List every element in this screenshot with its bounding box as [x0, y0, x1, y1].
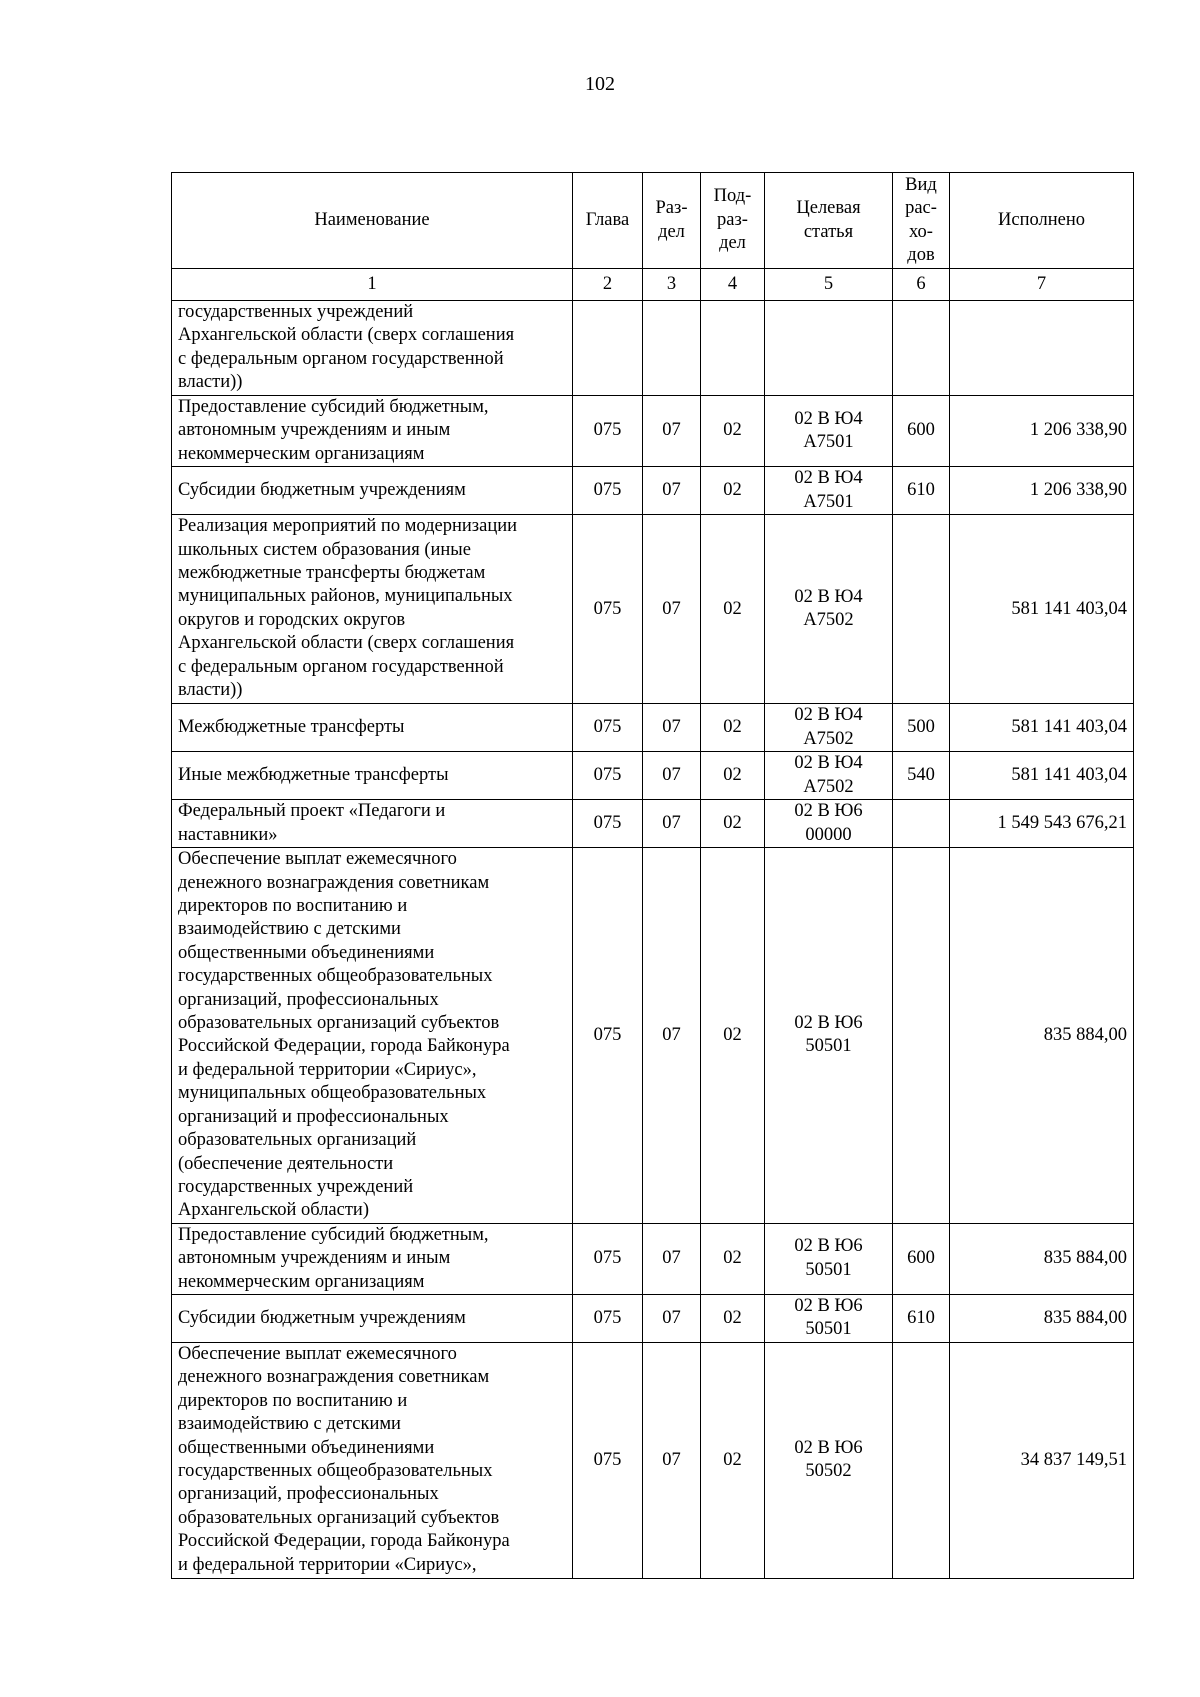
row-name: Предоставление субсидий бюджетным, автономным учреждениям и иным некоммерческим организациям [172, 1223, 573, 1294]
row-podrazdel: 02 [701, 515, 765, 704]
row-vid-rashodov: 500 [893, 704, 950, 752]
column-number-row [172, 269, 1134, 301]
column-number: 7 [950, 269, 1134, 301]
row-vid-rashodov: 600 [893, 1223, 950, 1294]
row-glava: 075 [573, 1223, 643, 1294]
header-tselevaya-statya: Целевая статья [765, 173, 893, 269]
row-amount: 835 884,00 [950, 1294, 1134, 1342]
table-row [172, 1294, 1134, 1342]
row-razdel: 07 [643, 515, 701, 704]
row-vid-rashodov [893, 800, 950, 848]
column-number: 4 [701, 269, 765, 301]
row-tselevaya-statya: 02 В Ю4 А7501 [765, 467, 893, 515]
table-body [172, 301, 1134, 1579]
table-row [172, 752, 1134, 800]
row-podrazdel: 02 [701, 752, 765, 800]
row-amount: 581 141 403,04 [950, 515, 1134, 704]
row-tselevaya-statya: 02 В Ю6 50501 [765, 1294, 893, 1342]
row-amount: 34 837 149,51 [950, 1342, 1134, 1578]
row-razdel: 07 [643, 704, 701, 752]
row-name: Иные межбюджетные трансферты [172, 752, 573, 800]
row-razdel: 07 [643, 467, 701, 515]
table-row [172, 1223, 1134, 1294]
row-name: Федеральный проект «Педагоги и наставники» [172, 800, 573, 848]
row-glava: 075 [573, 848, 643, 1224]
table-header [172, 173, 1134, 301]
row-vid-rashodov: 610 [893, 467, 950, 515]
row-tselevaya-statya: 02 В Ю4 А7501 [765, 396, 893, 467]
row-name: Субсидии бюджетным учреждениям [172, 1294, 573, 1342]
row-razdel: 07 [643, 848, 701, 1224]
page-number: 102 [585, 73, 615, 95]
row-tselevaya-statya: 02 В Ю6 50501 [765, 848, 893, 1224]
header-ispolneno: Исполнено [950, 173, 1134, 269]
row-vid-rashodov [893, 301, 950, 396]
row-tselevaya-statya: 02 В Ю6 50501 [765, 1223, 893, 1294]
row-vid-rashodov: 600 [893, 396, 950, 467]
row-podrazdel: 02 [701, 396, 765, 467]
row-tselevaya-statya: 02 В Ю4 А7502 [765, 752, 893, 800]
row-amount: 835 884,00 [950, 848, 1134, 1224]
row-glava: 075 [573, 515, 643, 704]
header-podrazdel: Под- раз- дел [701, 173, 765, 269]
column-number: 2 [573, 269, 643, 301]
row-vid-rashodov: 540 [893, 752, 950, 800]
row-name: Обеспечение выплат ежемесячного денежного вознаграждения советникам директоров по воспитанию и взаимодействию с детскими общественными объединениями государственных общеобразовательных организаций, профессиональных образовательных организаций субъектов Российской Федерации, города Байконура и федеральной территории «Сириус», [172, 1342, 573, 1578]
row-amount: 581 141 403,04 [950, 704, 1134, 752]
row-glava: 075 [573, 704, 643, 752]
column-number: 6 [893, 269, 950, 301]
row-name: Обеспечение выплат ежемесячного денежного вознаграждения советникам директоров по воспитанию и взаимодействию с детскими общественными объединениями государственных общеобразовательных организаций, профессиональных образовательных организаций субъектов Российской Федерации, города Байконура и федеральной территории «Сириус», муниципальных общеобразовательных организаций и профессиональных образовательных организаций (обеспечение деятельности государственных учреждений Архангельской области) [172, 848, 573, 1224]
row-podrazdel [701, 301, 765, 396]
table-row [172, 704, 1134, 752]
table-row [172, 515, 1134, 704]
row-podrazdel: 02 [701, 467, 765, 515]
column-number: 5 [765, 269, 893, 301]
row-amount: 1 206 338,90 [950, 396, 1134, 467]
row-tselevaya-statya: 02 В Ю6 00000 [765, 800, 893, 848]
column-number: 3 [643, 269, 701, 301]
budget-table [171, 172, 1134, 1579]
header-name: Наименование [172, 173, 573, 269]
row-glava: 075 [573, 396, 643, 467]
row-glava [573, 301, 643, 396]
row-vid-rashodov [893, 1342, 950, 1578]
header-row [172, 173, 1134, 269]
row-glava: 075 [573, 1294, 643, 1342]
row-podrazdel: 02 [701, 1223, 765, 1294]
table-row [172, 800, 1134, 848]
column-number: 1 [172, 269, 573, 301]
table-row [172, 301, 1134, 396]
header-glava: Глава [573, 173, 643, 269]
row-glava: 075 [573, 1342, 643, 1578]
table-row [172, 1342, 1134, 1578]
row-razdel: 07 [643, 1223, 701, 1294]
row-podrazdel: 02 [701, 800, 765, 848]
row-amount: 835 884,00 [950, 1223, 1134, 1294]
header-razdel: Раз- дел [643, 173, 701, 269]
row-razdel: 07 [643, 1294, 701, 1342]
row-name: Реализация мероприятий по модернизации школьных систем образования (иные межбюджетные трансферты бюджетам муниципальных районов, муниципальных округов и городских округов Архангельской области (сверх соглашения с федеральным органом государственной власти)) [172, 515, 573, 704]
row-glava: 075 [573, 800, 643, 848]
row-name: Предоставление субсидий бюджетным, автономным учреждениям и иным некоммерческим организациям [172, 396, 573, 467]
table-row [172, 848, 1134, 1224]
row-tselevaya-statya [765, 301, 893, 396]
row-razdel: 07 [643, 752, 701, 800]
row-vid-rashodov [893, 515, 950, 704]
row-glava: 075 [573, 467, 643, 515]
row-name: государственных учреждений Архангельской области (сверх соглашения с федеральным органом государственной власти)) [172, 301, 573, 396]
row-name: Субсидии бюджетным учреждениям [172, 467, 573, 515]
row-razdel [643, 301, 701, 396]
row-tselevaya-statya: 02 В Ю4 А7502 [765, 515, 893, 704]
row-podrazdel: 02 [701, 1342, 765, 1578]
row-amount [950, 301, 1134, 396]
header-vid-rashodov: Вид рас- хо- дов [893, 173, 950, 269]
row-glava: 075 [573, 752, 643, 800]
row-tselevaya-statya: 02 В Ю4 А7502 [765, 704, 893, 752]
row-razdel: 07 [643, 396, 701, 467]
row-amount: 581 141 403,04 [950, 752, 1134, 800]
row-podrazdel: 02 [701, 848, 765, 1224]
row-amount: 1 549 543 676,21 [950, 800, 1134, 848]
table-row [172, 467, 1134, 515]
row-vid-rashodov [893, 848, 950, 1224]
row-podrazdel: 02 [701, 704, 765, 752]
table-row [172, 396, 1134, 467]
row-podrazdel: 02 [701, 1294, 765, 1342]
row-vid-rashodov: 610 [893, 1294, 950, 1342]
row-name: Межбюджетные трансферты [172, 704, 573, 752]
row-razdel: 07 [643, 1342, 701, 1578]
row-tselevaya-statya: 02 В Ю6 50502 [765, 1342, 893, 1578]
row-razdel: 07 [643, 800, 701, 848]
row-amount: 1 206 338,90 [950, 467, 1134, 515]
